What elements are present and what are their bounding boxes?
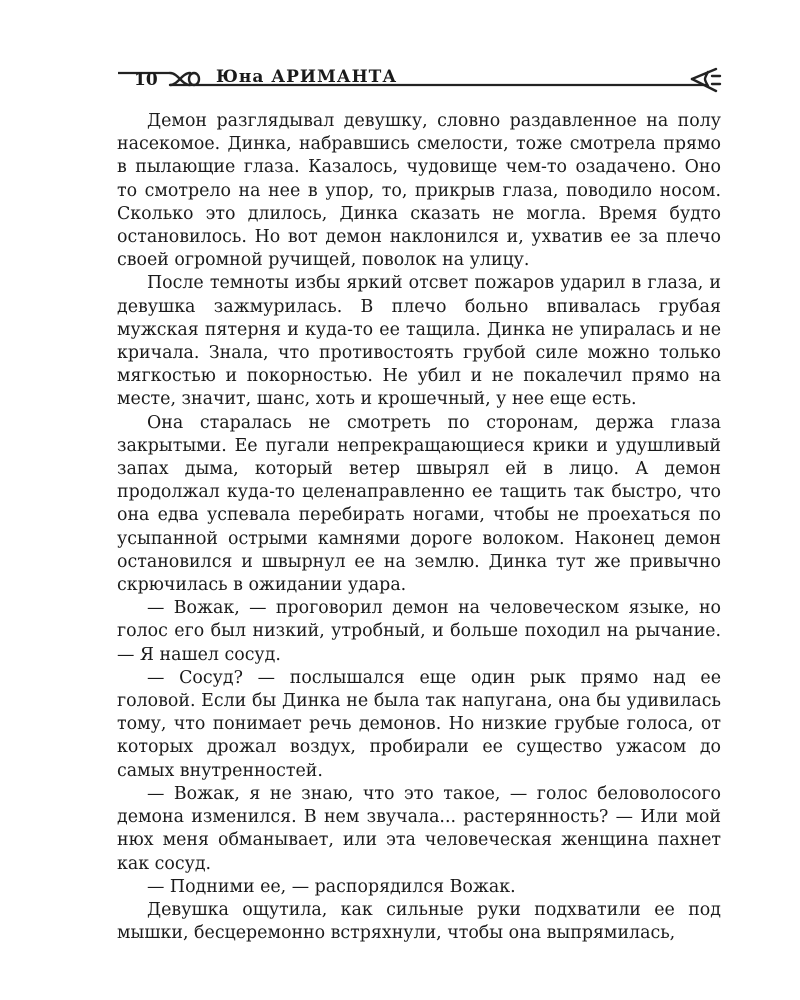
running-head-title: Юна АРИМАНТА bbox=[216, 67, 398, 87]
page-number: 10 bbox=[134, 70, 158, 90]
running-header bbox=[112, 58, 726, 102]
paragraph: — Сосуд? — послышался еще один рык прямо над ее головой. Если бы Динка не была так напугана, она бы удивилась тому, что понимает речь демонов. Но низкие грубые голоса, от которых дрожал воздух, пробирали ее существо ужасом до самых внутренностей. bbox=[117, 667, 721, 781]
header-ornament bbox=[112, 58, 726, 102]
left-knot-ornament bbox=[170, 73, 199, 85]
right-knot-ornament bbox=[692, 69, 720, 91]
paragraph: — Вожак, — проговорил демон на человеческом языке, но голос его был низкий, утробный, и больше походил на рычание. — Я нашел сосуд. bbox=[117, 598, 721, 665]
paragraph: Демон разглядывал девушку, словно раздавленное на полу насекомое. Динка, набравшись смелости, тоже смотрела прямо в пылающие глаза. Казалось, чудовище чем-то озадачено. Оно то смотрело на нее в упор, то, прикрыв глаза, поводило носом. Сколько это длилось, Динка сказать не могла. Время будто остановилось. Но вот демон наклонился и, ухватив ее за плечо своей огромной ручищей, поволок на улицу. bbox=[117, 111, 721, 271]
paragraph: — Подними ее, — распорядился Вожак. bbox=[147, 876, 516, 897]
paragraph: — Вожак, я не знаю, что это такое, — голос беловолосого демона изменился. В нем звучала... растерянность? — Или мой нюх меня обманывает, или эта человеческая женщина пахнет как сосуд. bbox=[117, 783, 721, 874]
paragraph: После темноты избы яркий отсвет пожаров ударил в глаза, и девушка зажмурилась. В плечо больно впивалась грубая мужская пятерня и куда-то ее тащила. Динка не упиралась и не кричала. Знала, что противостоять грубой силе можно только мягкостью и покорностью. Не убил и не покалечил прямо на месте, значит, шанс, хоть и крошечный, у нее еще есть. bbox=[117, 273, 721, 410]
body-text bbox=[117, 110, 721, 945]
paragraph: Девушка ощутила, как сильные руки подхватили ее под мышки, бесцеремонно встряхнули, чтобы она выпрямилась, bbox=[117, 899, 721, 944]
paragraph: Она старалась не смотреть по сторонам, держа глаза закрытыми. Ее пугали непрекращающиеся крики и удушливый запах дыма, который ветер швырял ей в лицо. А демон продолжал куда-то целенаправленно ее тащить так быстро, что она едва успевала перебирать ногами, чтобы не проехаться по усыпанной острыми камнями дороге волоком. Наконец демон остановился и швырнул ее на землю. Динка тут же привычно скрючилась в ожидании удара. bbox=[117, 412, 721, 596]
